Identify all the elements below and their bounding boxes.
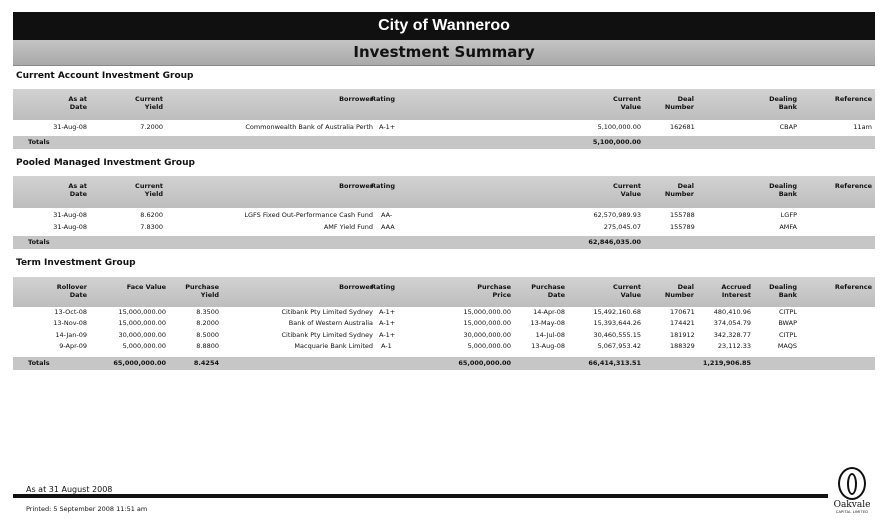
col-purchase-price: Purchase Price	[477, 283, 511, 299]
totals-row-current: Totals 5,100,000.00	[13, 136, 875, 149]
col-purchase-date: Purchase Date	[531, 283, 565, 299]
term-header	[13, 277, 875, 307]
col-bank: Dealing Bank	[769, 95, 797, 111]
report-title: City of Wanneroo	[13, 12, 875, 40]
table-row: 9-Apr-09 5,000,000.00 8.8800 Macquarie Bank Limited A-1 5,000,000.00 13-Aug-08 5,067,953.42 188329 23,112.33 MAQS	[59, 342, 797, 350]
col-bank: Dealing Bank	[769, 283, 797, 299]
footer-printed-date: Printed: 5 September 2008 11:51 am	[26, 505, 148, 513]
col-value: Current Value	[613, 283, 641, 299]
col-rollover: Rollover Date	[56, 283, 87, 299]
col-borrower: Borrower	[339, 283, 373, 291]
footer-divider	[13, 494, 828, 498]
table-row: 13-Oct-08 15,000,000.00 8.3500 Citibank Pty Limited Sydney A-1+ 15,000,000.00 14-Apr-08 15,492,160.68 170671 480,410.96 CITPL	[54, 308, 797, 316]
group-title-pooled: Pooled Managed Investment Group	[16, 158, 195, 168]
table-row: 14-Jan-09 30,000,000.00 8.5000 Citibank Pty Limited Sydney A-1+ 30,000,000.00 14-Jul-08 30,460,555.15 181912 342,328.77 CITPL	[55, 331, 797, 339]
col-accrued: Accrued Interest	[721, 283, 751, 299]
col-date: As at Date	[68, 182, 87, 198]
group-title-term: Term Investment Group	[16, 258, 136, 268]
pooled-header	[13, 176, 875, 208]
col-reference: Reference	[834, 95, 872, 103]
table-row: 31-Aug-08 8.6200 LGFS Fixed Out-Performance Cash Fund AA- 62,570,989.93 155788 LGFP	[53, 211, 797, 219]
col-reference: Reference	[834, 182, 872, 190]
col-yield: Current Yield	[135, 95, 163, 111]
col-purchase-yield: Purchase Yield	[185, 283, 219, 299]
col-borrower: Borrower	[339, 95, 373, 103]
col-reference: Reference	[834, 283, 872, 291]
oakvale-logo-icon	[838, 467, 866, 500]
logo-name: Oakvale	[833, 500, 871, 510]
oakvale-logo	[833, 467, 871, 523]
group-title-current: Current Account Investment Group	[16, 71, 194, 81]
col-yield: Current Yield	[135, 182, 163, 198]
col-date: As at Date	[68, 95, 87, 111]
logo-subtitle: CAPITAL LIMITED	[835, 510, 869, 514]
col-rating: Rating	[371, 283, 396, 291]
table-row: 31-Aug-08 7.2000 Commonwealth Bank of Australia Perth A-1+ 5,100,000.00 162681 CBAP 11am	[53, 123, 872, 131]
col-rating: Rating	[371, 95, 396, 103]
col-rating: Rating	[371, 182, 396, 190]
col-deal: Deal Number	[664, 283, 694, 299]
table-row: 13-Nov-08 15,000,000.00 8.2000 Bank of Western Australia A-1+ 15,000,000.00 13-May-08 15,393,644.26 174421 374,054.79 BWAP	[53, 319, 797, 327]
current-header	[13, 89, 875, 120]
col-deal: Deal Number	[664, 95, 694, 111]
col-value: Current Value	[613, 95, 641, 111]
report-subtitle: Investment Summary	[13, 40, 875, 66]
table-row: 31-Aug-08 7.8300 AMF Yield Fund AAA 275,045.07 155789 AMFA	[53, 223, 797, 231]
col-value: Current Value	[613, 182, 641, 198]
col-bank: Dealing Bank	[769, 182, 797, 198]
footer-as-at-date: As at 31 August 2008	[26, 485, 113, 494]
col-borrower: Borrower	[339, 182, 373, 190]
col-face-value: Face Value	[126, 283, 166, 291]
totals-row-term: Totals 65,000,000.00 8.4254 65,000,000.00 66,414,313.51 1,219,906.85	[13, 357, 875, 370]
col-deal: Deal Number	[664, 182, 694, 198]
totals-row-pooled: Totals 62,846,035.00	[13, 236, 875, 249]
